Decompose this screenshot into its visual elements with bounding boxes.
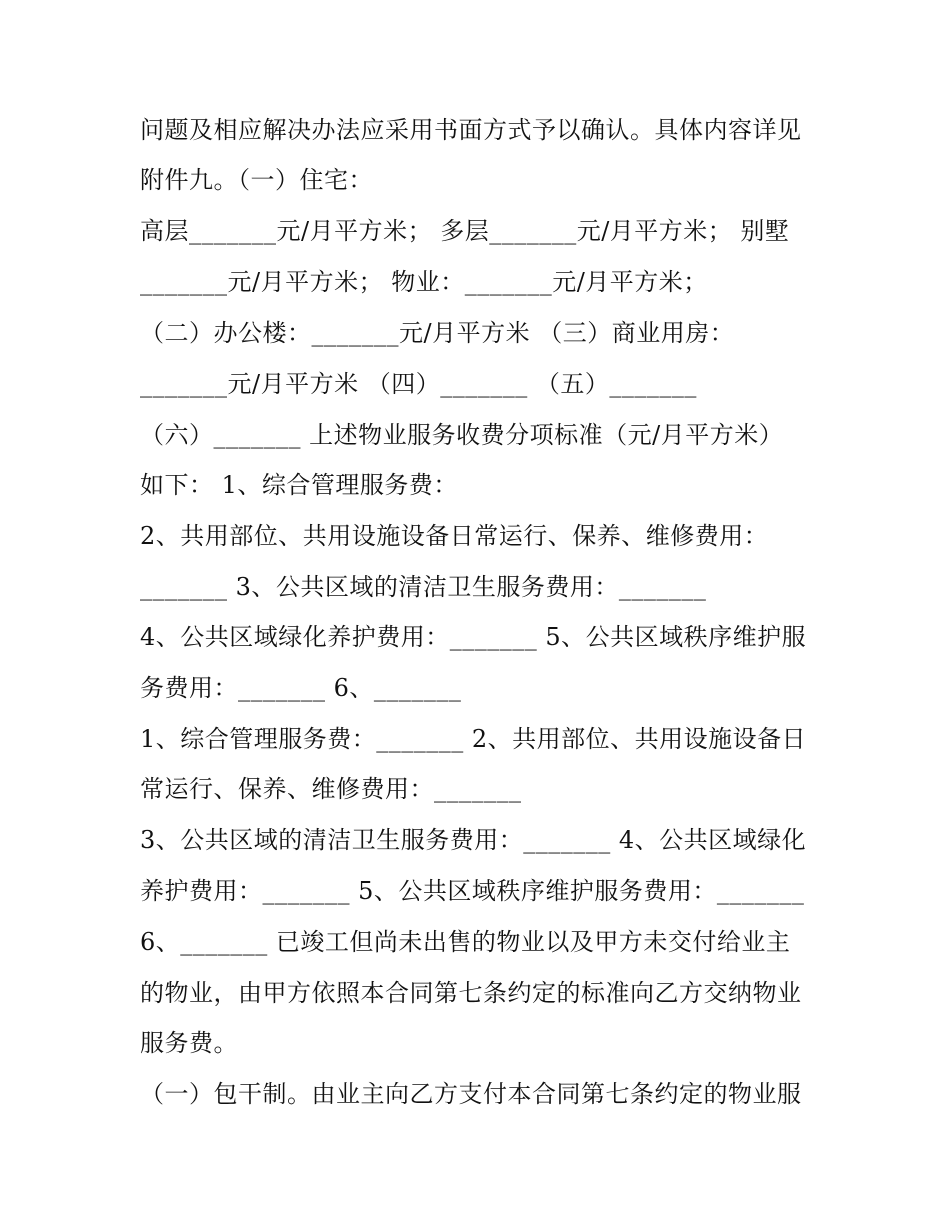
text-line: 2、共用部位、共用设施设备日常运行、保养、维修费用： <box>140 522 769 550</box>
text-line: 务费用：_______ 6、_______ <box>140 674 462 702</box>
text-line: （六）_______ 上述物业服务收费分项标准（元/月平方米） <box>140 421 784 449</box>
text-line: 1、综合管理服务费：_______ 2、共用部位、共用设施设备日 <box>140 725 807 753</box>
text-line: 养护费用：_______ 5、公共区域秩序维护服务费用：_______ <box>140 877 805 905</box>
text-line: _______元/月平方米； 物业：_______元/月平方米； <box>140 268 708 296</box>
text-line: 高层_______元/月平方米； 多层_______元/月平方米； 别墅 <box>140 217 790 245</box>
text-line: _______元/月平方米 （四）_______ （五）_______ <box>140 370 697 398</box>
text-line: 4、公共区域绿化养护费用：_______ 5、公共区域秩序维护服 <box>140 623 807 651</box>
text-line: （一）包干制。由业主向乙方支付本合同第七条约定的物业服 <box>140 1080 802 1108</box>
text-line: 常运行、保养、维修费用：_______ <box>140 775 522 803</box>
text-line: 问题及相应解决办法应采用书面方式予以确认。具体内容详见 <box>140 116 802 144</box>
text-line: 如下： 1、综合管理服务费： <box>140 471 458 499</box>
text-line: 服务费。 <box>140 1029 238 1057</box>
text-line: 的物业，由甲方依照本合同第七条约定的标准向乙方交纳物业 <box>140 979 802 1007</box>
text-line: （二）办公楼：_______元/月平方米 （三）商业用房： <box>140 319 735 347</box>
text-line: 6、_______ 已竣工但尚未出售的物业以及甲方未交付给业主 <box>140 928 791 956</box>
text-line: _______ 3、公共区域的清洁卫生服务费用：_______ <box>140 573 707 601</box>
text-line: 附件九。（一）住宅： <box>140 166 373 194</box>
text-line: 3、公共区域的清洁卫生服务费用：_______ 4、公共区域绿化 <box>140 826 807 854</box>
